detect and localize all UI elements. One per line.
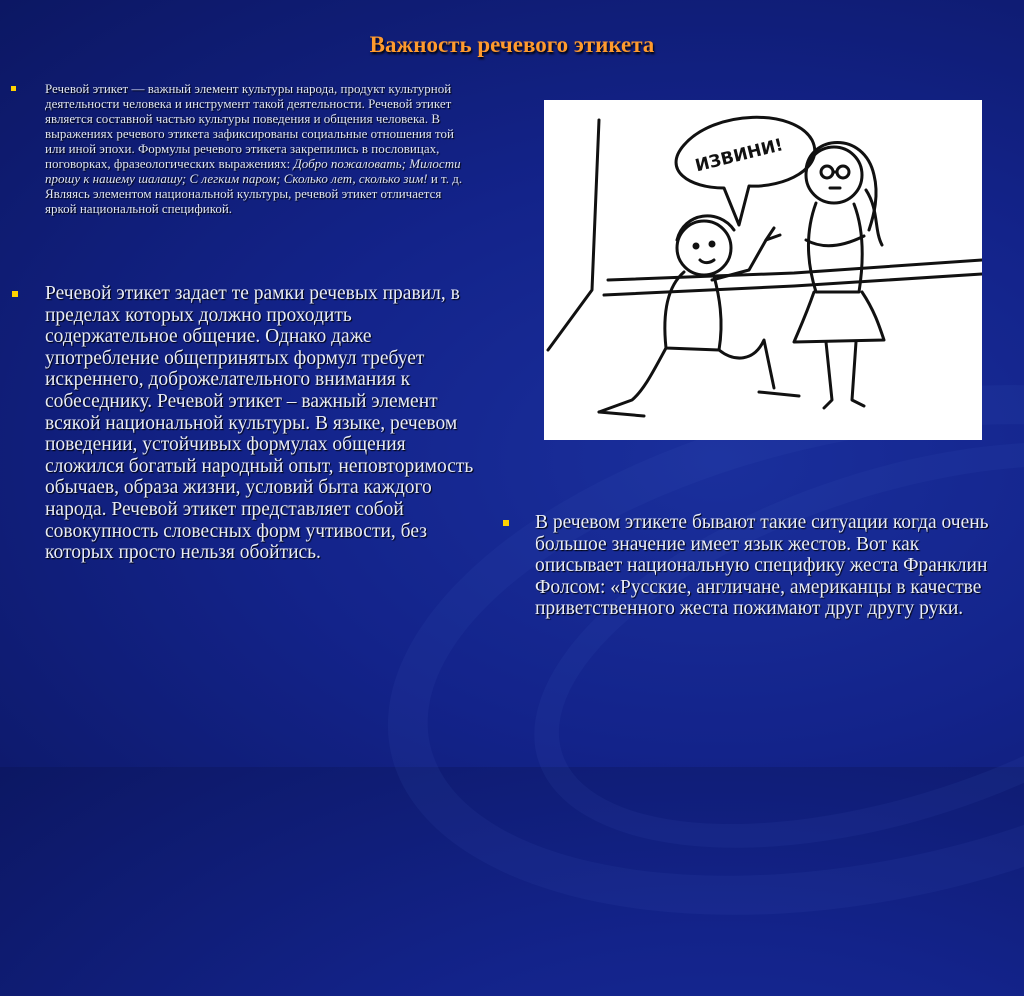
- paragraph-1-examples: Добро пожаловать; Милости прошу к нашему шалашу; С легким паром; Сколько лет, сколько зим!: [45, 156, 461, 186]
- bullet-icon: [12, 291, 18, 297]
- paragraph-2: Речевой этикет задает те рамки речевых правил, в пределах которых должно проходить содержательное общение. Однако даже употребление общепринятых формул требует искреннего, доброжелательного внимания к собеседнику. Речевой этикет – важный элемент всякой национальной культуры. В языке, речевом поведении, устойчивых формулах общения сложился богатый народный опыт, неповторимость обычаев, образа жизни, условий быта каждого народа. Речевой этикет представляет собой совокупность словесных форм учтивости, без которых просто нельзя обойтись.: [45, 283, 474, 564]
- bullet-icon: [503, 520, 509, 526]
- slide-title: Важность речевого этикета: [369, 32, 655, 57]
- paragraph-1-text: Речевой этикет — важный элемент культуры народа, продукт культурной деятельности человека и инструмент такой деятельности. Речевой этикет является составной частью культуры поведения и общения человека. В выражениях речевого этикета зафиксированы социальные отношения той или иной эпохи. Формулы речевого этикета закрепились в пословицах, поговорках, фразеологических выражениях:: [45, 81, 455, 171]
- paragraph-3: В речевом этикете бывают такие ситуации когда очень большое значение имеет язык жестов. Вот как описывает национальную специфику жеста Франклин Фолсом: «Русские, англичане, американцы в качестве приветственного жеста пожимают друг другу руки.: [535, 512, 989, 620]
- paragraph-1: [45, 81, 470, 216]
- speech-bubble-text: ИЗВИНИ!: [693, 135, 786, 177]
- cartoon-illustration: [544, 100, 982, 440]
- bullet-icon: [11, 86, 16, 91]
- paragraph-1-text-end: и т. д. Являясь элементом национальной культуры, речевой этикет отличается яркой национальной спецификой.: [45, 171, 463, 216]
- apology-cartoon-image: [544, 100, 982, 440]
